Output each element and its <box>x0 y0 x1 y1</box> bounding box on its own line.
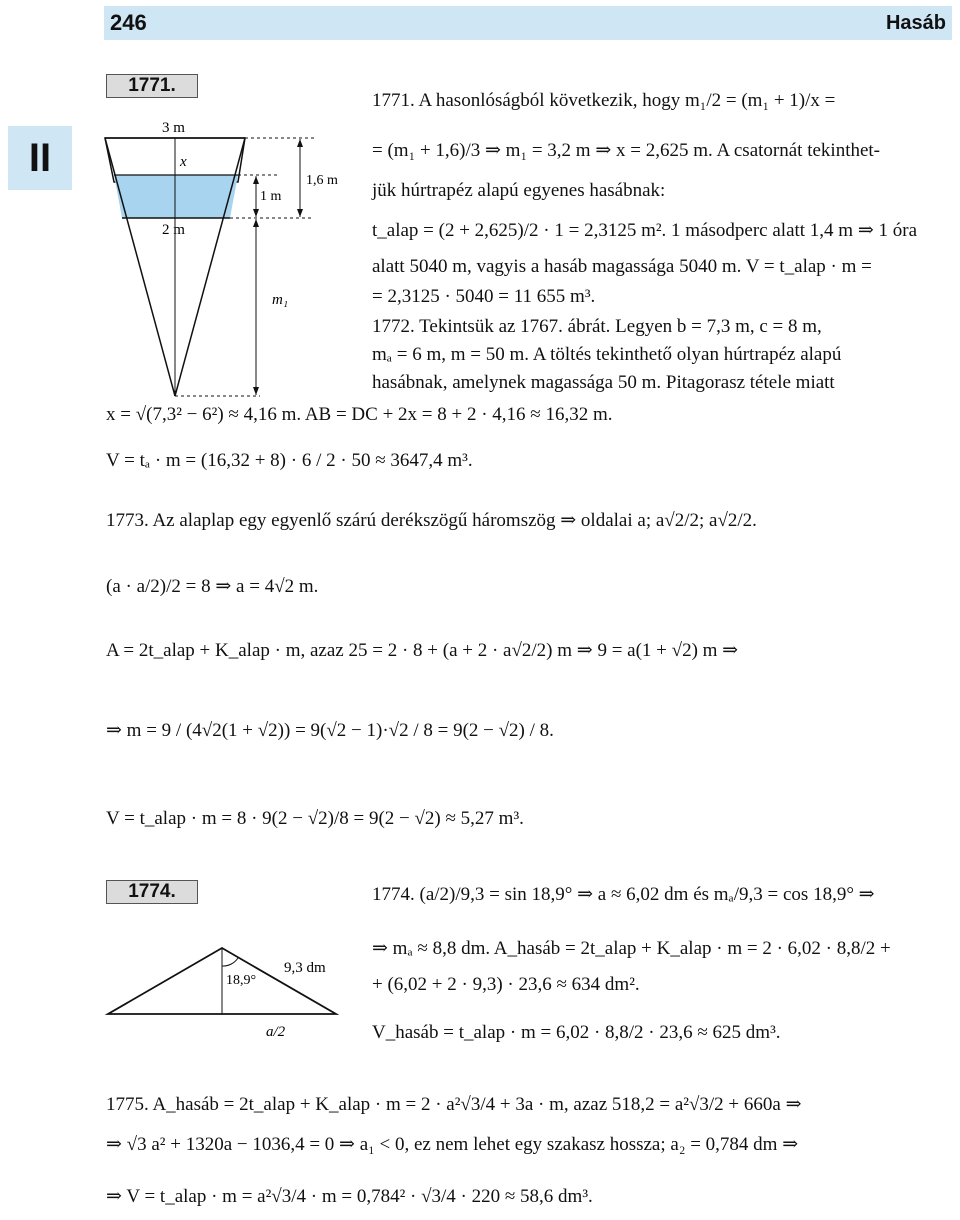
label-half: a/2 <box>266 1024 286 1040</box>
p1774-line-2: ⇒ mₐ ≈ 8,8 dm. A_hasáb = 2t_alap + K_alap · m = 2 · 6,02 · 8,8/2 + <box>372 938 891 959</box>
label-m1: m₁ <box>272 292 289 308</box>
page-number: 246 <box>110 10 147 35</box>
p1773-line-2: (a · a/2)/2 = 8 ⇒ a = 4√2 m. <box>106 576 319 597</box>
problem-badge-1771: 1771. <box>106 74 198 98</box>
p1774-line-1: 1774. (a/2)/9,3 = sin 18,9° ⇒ a ≈ 6,02 dm és mₐ/9,3 = cos 18,9° ⇒ <box>372 884 875 905</box>
p1771-line-6: = 2,3125 · 5040 = 11 655 m³. <box>372 286 596 307</box>
p1773-line-3: A = 2t_alap + K_alap · m, azaz 25 = 2 · 8 + (a + 2 · a√2/2) m ⇒ 9 = a(1 + √2) m ⇒ <box>106 640 739 661</box>
p1772-line-3: hasábnak, amelynek magassága 50 m. Pitagorasz tétele miatt <box>372 372 835 393</box>
label-bottom: 2 m <box>162 222 185 238</box>
p1771-line-1: 1771. A hasonlóságból következik, hogy m₁/2 = (m₁ + 1)/x = <box>372 90 836 111</box>
p1775-line-2: ⇒ √3 a² + 1320a − 1036,4 = 0 ⇒ a₁ < 0, ez nem lehet egy szakasz hossza; a₂ = 0,784 dm ⇒ <box>106 1134 799 1155</box>
label-x: x <box>180 154 187 170</box>
p1771-line-5: alatt 5040 m, vagyis a hasáb magassága 5040 m. V = t_alap · m = <box>372 256 872 277</box>
trough-figure <box>100 118 360 410</box>
label-side: 9,3 dm <box>284 960 326 976</box>
p1773-line-4: ⇒ m = 9 / (4√2(1 + √2)) = 9(√2 − 1)·√2 / 8 = 9(2 − √2) / 8. <box>106 720 554 741</box>
label-1m: 1 m <box>260 189 282 204</box>
p1773-line-5: V = t_alap · m = 8 · 9(2 − √2)/8 = 9(2 − √2) ≈ 5,27 m³. <box>106 808 524 829</box>
p1772-line-1: 1772. Tekintsük az 1767. ábrát. Legyen b = 7,3 m, c = 8 m, <box>372 316 822 337</box>
p1771-line-3: jük húrtrapéz alapú egyenes hasábnak: <box>372 180 666 201</box>
p1774-line-3: + (6,02 + 2 · 9,3) · 23,6 ≈ 634 dm². <box>372 974 640 995</box>
p1771-line-4: t_alap = (2 + 2,625)/2 · 1 = 2,3125 m². 1 másodperc alatt 1,4 m ⇒ 1 óra <box>372 220 918 241</box>
label-top: 3 m <box>162 120 185 136</box>
page-title: Hasáb <box>885 12 946 34</box>
p1775-line-1: 1775. A_hasáb = 2t_alap + K_alap · m = 2 · a²√3/4 + 3a · m, azaz 518,2 = a²√3/2 + 660a ⇒ <box>106 1094 802 1115</box>
label-16m: 1,6 m <box>306 173 338 188</box>
p1772-line-5: V = tₐ · m = (16,32 + 8) · 6 / 2 · 50 ≈ 3647,4 m³. <box>106 450 473 471</box>
p1775-line-3: ⇒ V = t_alap · m = a²√3/4 · m = 0,784² · √3/4 · 220 ≈ 58,6 dm³. <box>106 1186 593 1207</box>
p1772-line-4: x = √(7,3² − 6²) ≈ 4,16 m. AB = DC + 2x = 8 + 2 · 4,16 ≈ 16,32 m. <box>106 404 613 425</box>
page-header <box>104 6 952 40</box>
label-angle: 18,9° <box>226 973 257 988</box>
p1771-line-2: = (m₁ + 1,6)/3 ⇒ m₁ = 3,2 m ⇒ x = 2,625 m. A csatornát tekinthet- <box>372 140 881 161</box>
triangle-figure <box>104 936 354 1056</box>
chapter-marker: II <box>8 126 72 190</box>
p1773-line-1: 1773. Az alaplap egy egyenlő szárú derékszögű háromszög ⇒ oldalai a; a√2/2; a√2/2. <box>106 510 757 531</box>
p1772-line-2: mₐ = 6 m, m = 50 m. A töltés tekinthető olyan húrtrapéz alapú <box>372 344 842 365</box>
problem-badge-1774: 1774. <box>106 880 198 904</box>
p1774-line-4: V_hasáb = t_alap · m = 6,02 · 8,8/2 · 23,6 ≈ 625 dm³. <box>372 1022 781 1043</box>
